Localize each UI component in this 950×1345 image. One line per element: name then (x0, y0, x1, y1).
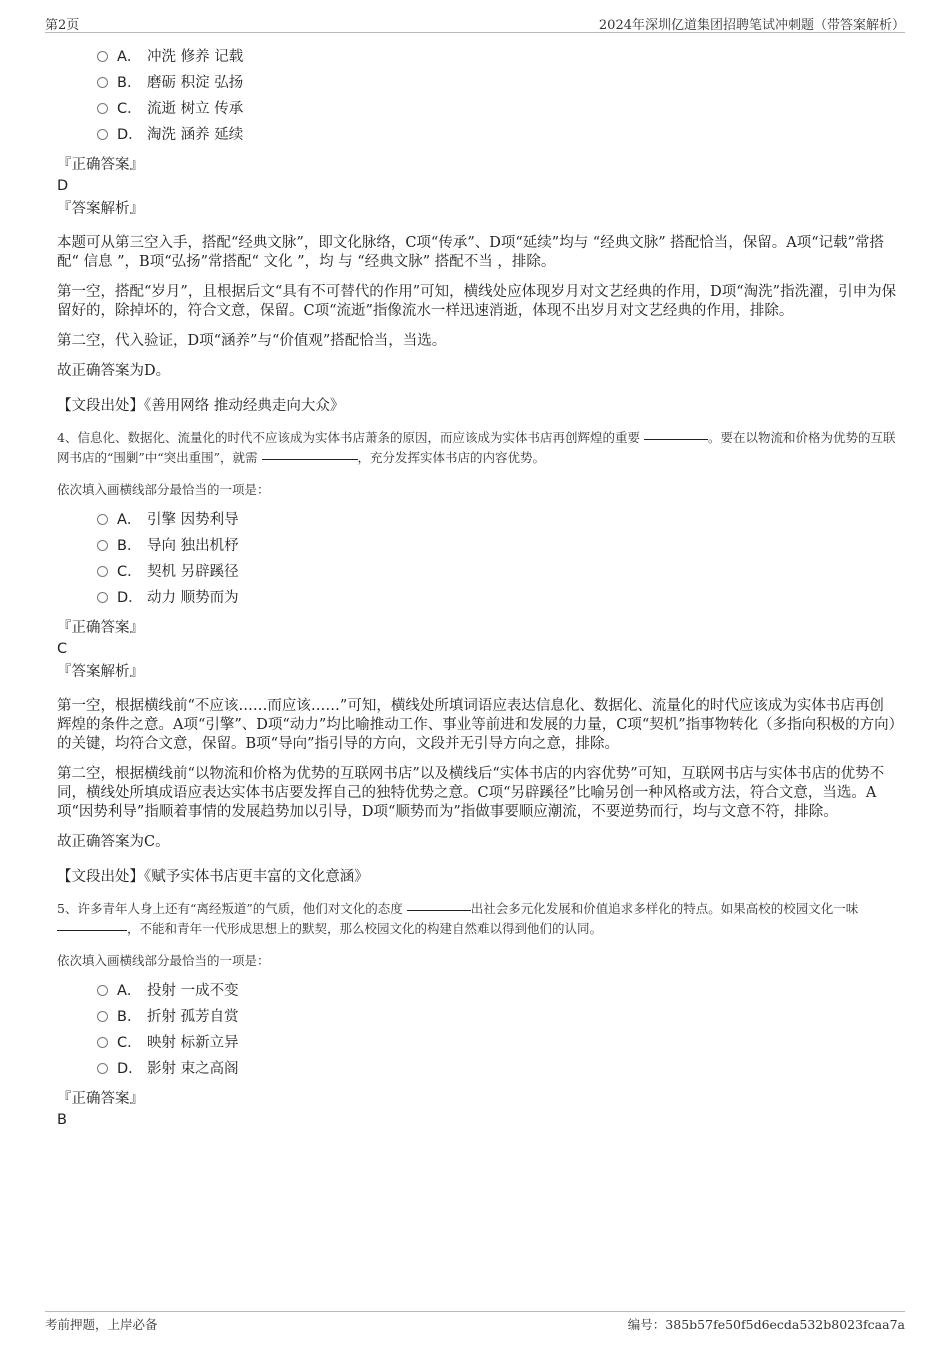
q5-prompt: 依次填入画横线部分最恰当的一项是： (57, 953, 270, 968)
q3-option-b[interactable]: B． 磨砺 积淀 弘扬 (97, 70, 897, 96)
document-id: 编号：385b57fe50f5d6ecda532b8023fcaa7a (627, 1317, 905, 1332)
answer-label: 『正确答案』 (57, 157, 144, 173)
fill-blank[interactable] (644, 429, 708, 440)
q5-options (97, 978, 897, 1082)
q4-question-text: 4、信息化、数据化、流量化的时代不应该成为实体书店萧条的原因，而应该成为实体书店再创辉煌的重要 。要在以物流和价格为优势的互联网书店的“围剿”中“突出重围”，就需 ，充分发挥实体书店的内容优势。 (57, 430, 896, 465)
answer-label: 『正确答案』 (57, 1091, 144, 1107)
q4-answer: C (57, 641, 68, 657)
q4-option-c[interactable]: C． 契机 另辟蹊径 (97, 559, 897, 585)
footer-slogan: 考前押题，上岸必备 (45, 1317, 158, 1332)
q4-analysis-paragraph: 故正确答案为C。 (57, 834, 170, 850)
q3-option-d[interactable]: D． 淘洗 涵养 延续 (97, 122, 897, 148)
q3-analysis-paragraph: 第一空，搭配“岁月”，且根据后文“具有不可替代的作用”可知，横线处应体现岁月对文艺经典的作用，D项“淘洗”指洗濯，引申为保留好的，除掉坏的，符合文意，保留。C项“流逝”指像流水一样迅速消逝，体现不出岁月对文艺经典的作用，排除。 (57, 284, 897, 319)
q3-source: 【文段出处】《善用网络 推动经典走向大众》 (57, 398, 345, 414)
q5-option-c[interactable]: C． 映射 标新立异 (97, 1030, 897, 1056)
q4-prompt: 依次填入画横线部分最恰当的一项是： (57, 482, 270, 497)
analysis-label: 『答案解析』 (57, 201, 144, 217)
radio-icon[interactable] (97, 77, 108, 88)
page-footer (45, 1311, 905, 1335)
q5-answer: B (57, 1112, 67, 1128)
page-number: 第2页 (45, 18, 80, 33)
q4-option-b[interactable]: B． 导向 独出机杼 (97, 533, 897, 559)
q4-option-a[interactable]: A． 引擎 因势利导 (97, 507, 897, 533)
q3-analysis-paragraph: 故正确答案为D。 (57, 363, 171, 379)
q3-option-a[interactable]: A． 冲洗 修养 记载 (97, 44, 897, 70)
q4-source: 【文段出处】《赋予实体书店更丰富的文化意涵》 (57, 869, 369, 885)
q4-options (97, 507, 897, 611)
radio-icon[interactable] (97, 1063, 108, 1074)
q3-analysis-paragraph: 本题可从第三空入手，搭配“经典文脉”，即文化脉络，C项“传承”、D项“延续”均与 “经典文脉” 搭配恰当，保留。A项“记载”常搭配“ 信息 ”，B项“弘扬”常搭配“ 文化 ”，均 与 “经典文脉” 搭配不当 ，排除。 (57, 235, 885, 270)
radio-icon[interactable] (97, 566, 108, 577)
q3-answer: D (57, 178, 69, 194)
q4-analysis-paragraph: 第二空，根据横线前“以物流和价格为优势的互联网书店”以及横线后“实体书店的内容优势”可知，互联网书店与实体书店的优势不同，横线处所填成语应表达实体书店要发挥自己的独特优势之意。C项“另辟蹊径”比喻另创一种风格或方法，符合文意，当选。A项“因势利导”指顺着事情的发展趋势加以引导，D项“顺势而为”指做事要顺应潮流，不要逆势而行，均与文意不符，排除。 (57, 766, 885, 820)
q5-question-text: 5、许多青年人身上还有“离经叛道”的气质，他们对文化的态度 出社会多元化发展和价值追求多样化的特点。如果高校的校园文化一味 ，不能和青年一代形成思想上的默契，那么校园文化的构建自然难以得到他们的认同。 (57, 901, 859, 936)
fill-blank[interactable] (407, 900, 471, 911)
page-header (45, 14, 905, 33)
document-body (57, 44, 897, 1130)
fill-blank[interactable] (57, 920, 127, 931)
q3-option-c[interactable]: C． 流逝 树立 传承 (97, 96, 897, 122)
radio-icon[interactable] (97, 985, 108, 996)
radio-icon[interactable] (97, 514, 108, 525)
q4-option-d[interactable]: D． 动力 顺势而为 (97, 585, 897, 611)
radio-icon[interactable] (97, 103, 108, 114)
q5-option-a[interactable]: A． 投射 一成不变 (97, 978, 897, 1004)
radio-icon[interactable] (97, 1011, 108, 1022)
radio-icon[interactable] (97, 1037, 108, 1048)
radio-icon[interactable] (97, 51, 108, 62)
q3-options (97, 44, 897, 148)
answer-label: 『正确答案』 (57, 620, 144, 636)
radio-icon[interactable] (97, 592, 108, 603)
q5-option-b[interactable]: B． 折射 孤芳自赏 (97, 1004, 897, 1030)
q5-option-d[interactable]: D． 影射 束之高阁 (97, 1056, 897, 1082)
analysis-label: 『答案解析』 (57, 664, 144, 680)
document-title: 2024年深圳亿道集团招聘笔试冲刺题（带答案解析） (598, 18, 905, 33)
fill-blank[interactable] (262, 449, 358, 460)
q4-analysis-paragraph: 第一空，根据横线前“不应该……而应该……”可知，横线处所填词语应表达信息化、数据化、流量化的时代应该成为实体书店再创辉煌的条件之意。A项“引擎”、D项“动力”均比喻推动工作、事业等前进和发展的力量，C项“契机”指事物转化（多指向积极的方向）的关键，均符合文意，保留。B项“导向”指引导的方向，文段并无引导方向之意，排除。 (57, 698, 896, 752)
radio-icon[interactable] (97, 540, 108, 551)
q3-analysis-paragraph: 第二空，代入验证，D项“涵养”与“价值观”搭配恰当，当选。 (57, 333, 447, 349)
radio-icon[interactable] (97, 129, 108, 140)
